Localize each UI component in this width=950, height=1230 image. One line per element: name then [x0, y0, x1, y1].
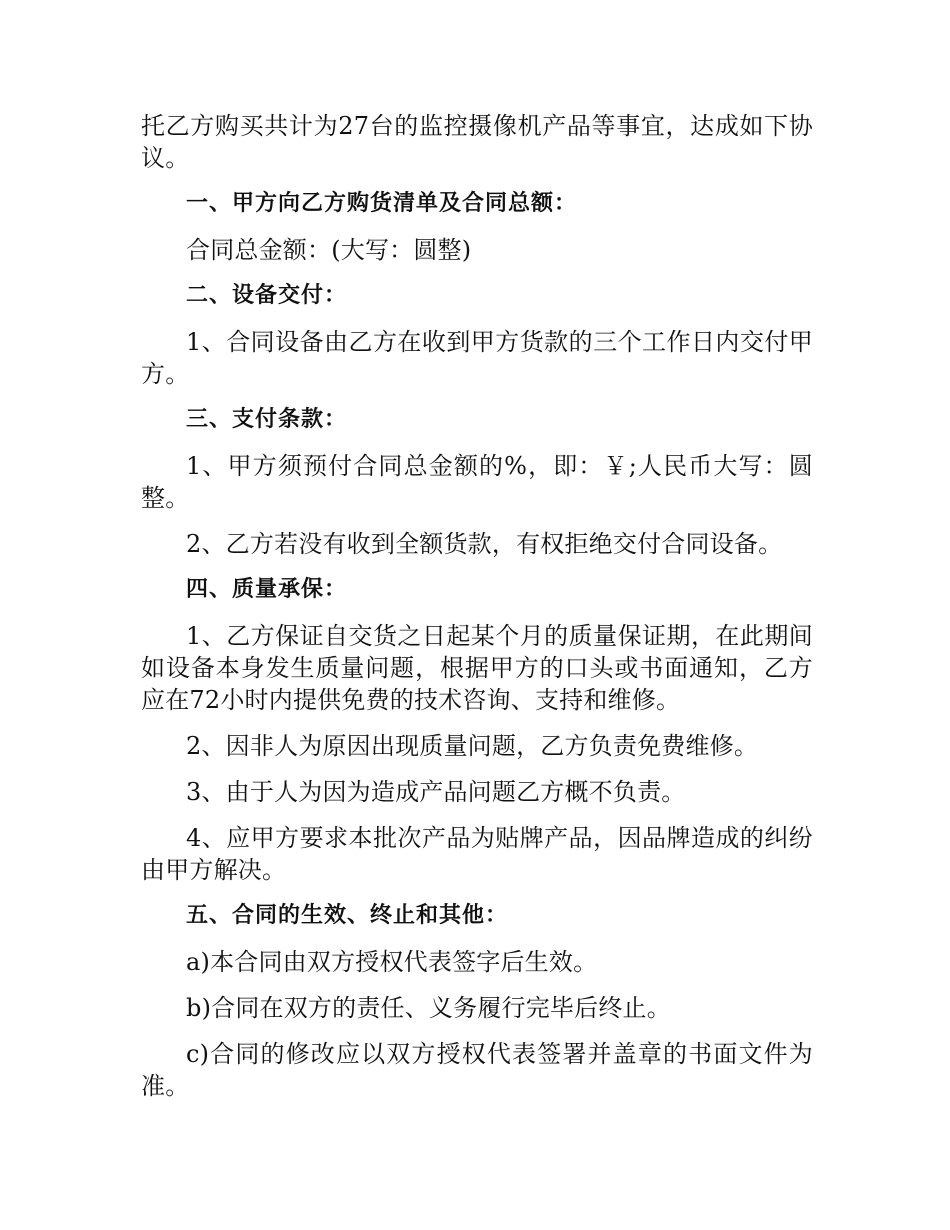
paragraph-delivery-1: 1、合同设备由乙方在收到甲方货款的三个工作日内交付甲方。 — [141, 328, 813, 388]
paragraph-intro: 托乙方购买共计为27台的监控摄像机产品等事宜，达成如下协议。 — [141, 112, 813, 172]
paragraph-payment-2: 2、乙方若没有收到全额货款，有权拒绝交付合同设备。 — [186, 530, 783, 558]
paragraph-warranty-3: 3、由于人为因为造成产品问题乙方概不负责。 — [186, 778, 686, 806]
paragraph-warranty-4: 4、应甲方要求本批次产品为贴牌产品，因品牌造成的纠纷由甲方解决。 — [141, 824, 813, 884]
section-heading-warranty: 四、质量承保： — [186, 577, 348, 602]
paragraph-term-c: c)合同的修改应以双方授权代表签署并盖章的书面文件为准。 — [141, 1040, 813, 1100]
section-heading-effect-termination: 五、合同的生效、终止和其他： — [186, 903, 509, 928]
paragraph-total-amount: 合同总金额：(大写：圆整) — [186, 236, 472, 264]
document-body — [141, 110, 813, 1116]
paragraph-warranty-2: 2、因非人为原因出现质量问题，乙方负责免费维修。 — [186, 732, 759, 760]
section-heading-purchase-list: 一、甲方向乙方购货清单及合同总额： — [186, 191, 578, 216]
paragraph-term-a: a)本合同由双方授权代表签字后生效。 — [186, 948, 598, 976]
section-heading-delivery: 二、设备交付： — [186, 283, 348, 308]
section-heading-payment: 三、支付条款： — [186, 407, 348, 432]
paragraph-payment-1: 1、甲方须预付合同总金额的%，即：￥;人民币大写：圆整。 — [141, 452, 813, 512]
paragraph-warranty-1: 1、乙方保证自交货之日起某个月的质量保证期，在此期间如设备本身发生质量问题，根据甲方的口头或书面通知，乙方应在72小时内提供免费的技术咨询、支持和维修。 — [141, 622, 813, 714]
paragraph-term-b: b)合同在双方的责任、义务履行完毕后终止。 — [186, 994, 671, 1022]
